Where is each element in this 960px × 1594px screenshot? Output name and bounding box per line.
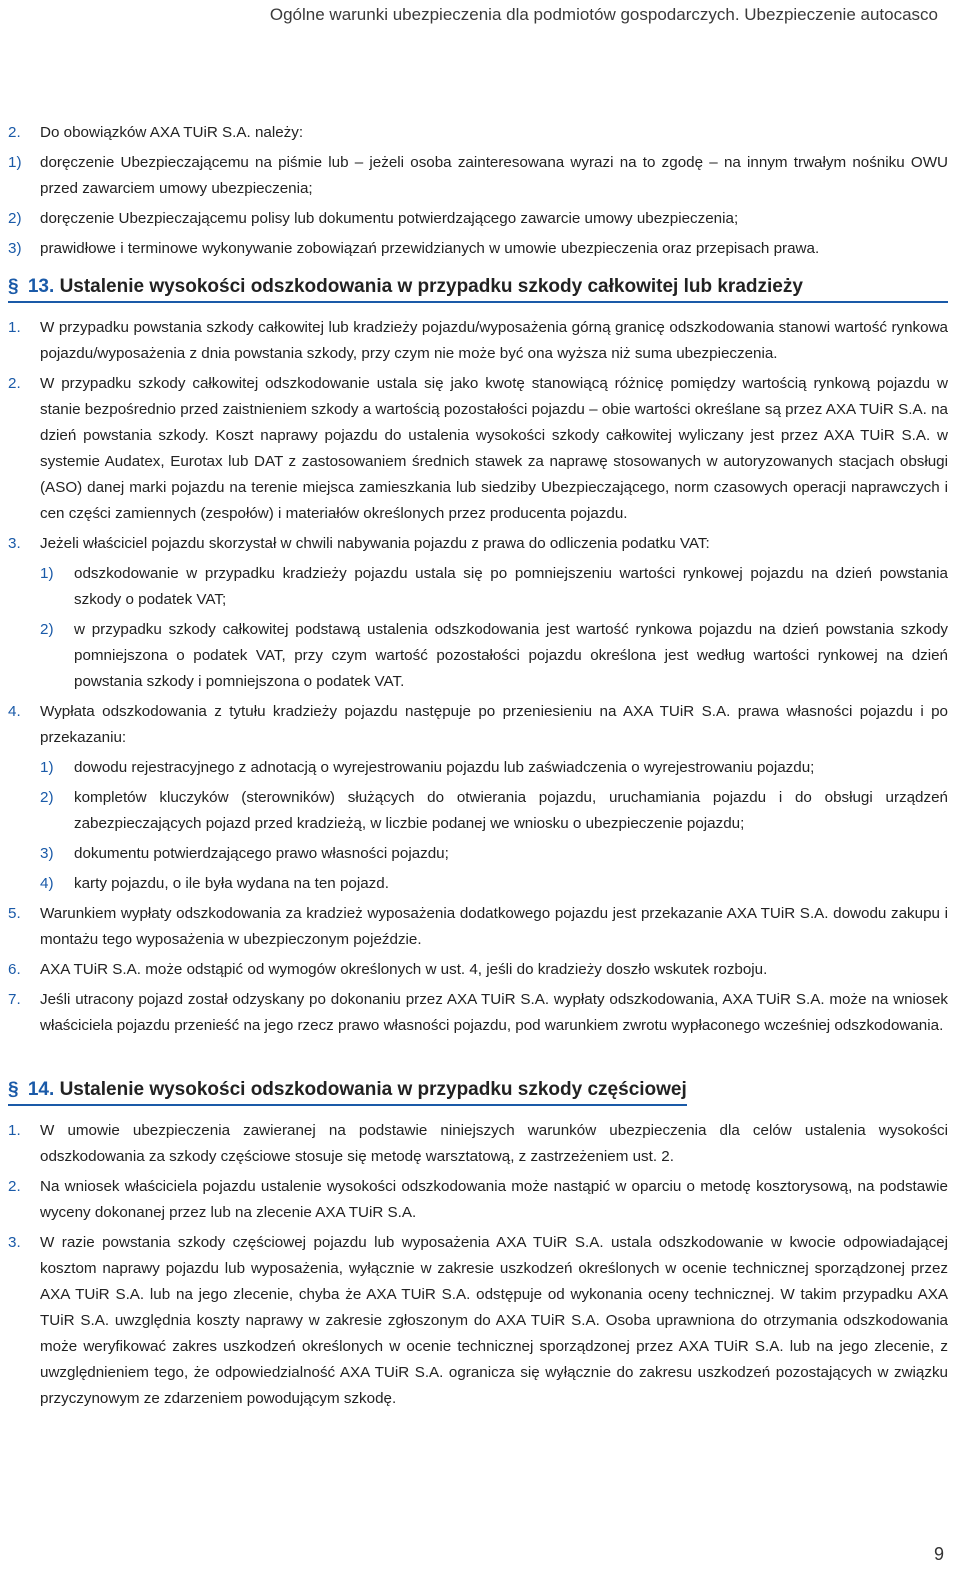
paragraph-text: Do obowiązków AXA TUiR S.A. należy: — [40, 124, 304, 141]
document-body — [8, 120, 948, 1416]
section-13-paragraph-7 — [8, 987, 948, 1039]
section-14-paragraph-2 — [8, 1174, 948, 1226]
paragraph-number: 3. — [8, 1234, 21, 1251]
list-number: 2) — [40, 789, 54, 806]
list-number: 3) — [8, 240, 22, 257]
list-text: w przypadku szkody całkowitej podstawą ustalenia odszkodowania jest wartość rynkowa pojazdu na dzień powstania szkody pomniejszona o podatek VAT, przy czym wartość pozostałości pojazdu określona jest według wartości rynkowej na dzień powstania szkody i pomniejszona o podatek VAT. — [74, 621, 948, 690]
paragraph-text: W umowie ubezpieczenia zawieranej na podstawie niniejszych warunków ubezpieczenia dla celów ustalenia wysokości odszkodowania za szkody częściowe stosuje się metodę warsztatową, z zastrzeżeniem ust. 2. — [40, 1122, 948, 1165]
section-14-paragraph-1 — [8, 1118, 948, 1170]
paragraph-number: 2. — [8, 375, 21, 392]
list-text: prawidłowe i terminowe wykonywanie zobowiązań przewidzianych w umowie ubezpieczenia oraz przepisach prawa. — [40, 240, 820, 257]
list-text: kompletów kluczyków (sterowników) służących do otwierania pojazdu, uruchamiania pojazdu i do obsługi urządzeń zabezpieczających pojazd przed kradzieżą, w liczbie podanej we wniosku o ubezpieczenie pojazdu; — [74, 789, 948, 832]
paragraph-number: 5. — [8, 905, 21, 922]
section-symbol: § — [8, 1079, 19, 1100]
list-text: doręczenie Ubezpieczającemu na piśmie lub – jeżeli osoba zainteresowana wyrazi na to zgodę – na innym trwałym nośniku OWU przed zawarciem umowy ubezpieczenia; — [40, 154, 948, 197]
list-number: 4) — [40, 875, 54, 892]
paragraph-number: 1. — [8, 319, 21, 336]
section-title: Ustalenie wysokości odszkodowania w przypadku szkody częściowej — [59, 1079, 687, 1100]
list-text: dowodu rejestracyjnego z adnotacją o wyrejestrowaniu pojazdu lub zaświadczenia o wyrejestrowaniu pojazdu; — [74, 759, 815, 776]
section-13-paragraph-6 — [8, 957, 948, 983]
list-item — [8, 785, 948, 837]
paragraph-number: 2. — [8, 1178, 21, 1195]
list-item — [8, 841, 948, 867]
list-number: 3) — [40, 845, 54, 862]
paragraph-text: W przypadku powstania szkody całkowitej lub kradzieży pojazdu/wyposażenia górną granicę odszkodowania stanowi wartość rynkowa pojazdu/wyposażenia z dnia powstania szkody, przy czym nie może być ona wyższa niż suma ubezpieczenia. — [40, 319, 948, 362]
section-13-paragraph-1 — [8, 315, 948, 367]
paragraph-text: Wypłata odszkodowania z tytułu kradzieży pojazdu następuje po przeniesieniu na AXA TUiR S.A. prawa własności pojazdu i po przekazaniu: — [40, 703, 948, 746]
list-number: 1) — [8, 154, 22, 171]
paragraph-text: Jeśli utracony pojazd został odzyskany po dokonaniu przez AXA TUiR S.A. wypłaty odszkodowania, AXA TUiR S.A. może na wniosek właściciela pojazdu przenieść na jego rzecz prawo własności pojazdu, pod warunkiem zwrotu wypłaconego wcześniej odszkodowania. — [40, 991, 948, 1034]
list-item — [8, 236, 948, 262]
section-number: 13. — [27, 276, 55, 297]
list-text: karty pojazdu, o ile była wydana na ten pojazd. — [74, 875, 389, 892]
section-number: 14. — [27, 1079, 55, 1100]
paragraph-intro — [8, 120, 948, 146]
list-item — [8, 561, 948, 613]
paragraph-text: W przypadku szkody całkowitej odszkodowanie ustala się jako kwotę stanowiącą różnicę pomiędzy wartością rynkową pojazdu w stanie bezpośrednio przed zaistnieniem szkody a wartością pozostałości pojazdu – obie wartości określane są przez AXA TUiR S.A. na dzień powstania szkody. Koszt naprawy pojazdu do ustalenia wysokości szkody całkowitej wyliczany jest przez AXA TUiR S.A. w systemie Audatex, Eurotax lub DAT z zastosowaniem średnich stawek za naprawę stosowanych w autoryzowanych stacjach obsługi (ASO) danej marki pojazdu na terenie miejsca zamieszkania lub siedziby Ubezpieczającego, norm czasowych operacji naprawczych i cen części zamiennych (zespołów) i materiałów określonych przez producenta pojazdu. — [40, 375, 948, 522]
list-item — [8, 755, 948, 781]
section-symbol: § — [8, 276, 19, 297]
list-number: 2) — [8, 210, 22, 227]
list-number: 1) — [40, 759, 54, 776]
section-13-paragraph-2 — [8, 371, 948, 527]
list-number: 1) — [40, 565, 54, 582]
paragraph-number: 3. — [8, 535, 21, 552]
paragraph-number: 6. — [8, 961, 21, 978]
paragraph-text: Warunkiem wypłaty odszkodowania za kradzież wyposażenia dodatkowego pojazdu jest przekazanie AXA TUiR S.A. dowodu zakupu i montażu tego wyposażenia w ubezpieczonym pojeździe. — [40, 905, 948, 948]
paragraph-text: W razie powstania szkody częściowej pojazdu lub wyposażenia AXA TUiR S.A. ustala odszkodowanie w kwocie odpowiadającej kosztom naprawy pojazdu lub wyposażenia, wyłącznie w zakresie uszkodzeń określonych w ocenie technicznej sporządzonej przez AXA TUiR S.A. lub na jego zlecenie, chyba że AXA TUiR S.A. odstępuje od wykonania oceny technicznej. W takim przypadku AXA TUiR S.A. uwzględnia koszty naprawy w zakresie zgłoszonym do AXA TUiR S.A. Osoba uprawniona do otrzymania odszkodowania może weryfikować zakres uszkodzeń określonych w ocenie technicznej sporządzonej przez AXA TUiR S.A. lub na jego zlecenie, z uwzględnieniem tego, że odpowiedzialność AXA TUiR S.A. ogranicza się wyłącznie do zakresu uszkodzeń pozostających w związku przyczynowym ze zdarzeniem powodującym szkodę. — [40, 1234, 948, 1407]
paragraph-number: 2. — [8, 124, 21, 141]
paragraph-number: 1. — [8, 1122, 21, 1139]
list-item — [8, 206, 948, 232]
paragraph-text: AXA TUiR S.A. może odstąpić od wymogów określonych w ust. 4, jeśli do kradzieży doszło wskutek rozboju. — [40, 961, 768, 978]
paragraph-number: 7. — [8, 991, 21, 1008]
list-item — [8, 617, 948, 695]
section-13-paragraph-3 — [8, 531, 948, 557]
list-text: doręczenie Ubezpieczającemu polisy lub dokumentu potwierdzającego zawarcie umowy ubezpieczenia; — [40, 210, 739, 227]
list-item — [8, 150, 948, 202]
list-number: 2) — [40, 621, 54, 638]
page-header-title: Ogólne warunki ubezpieczenia dla podmiotów gospodarczych. Ubezpieczenie autocasco — [269, 5, 938, 24]
paragraph-number: 4. — [8, 703, 21, 720]
section-title: Ustalenie wysokości odszkodowania w przypadku szkody całkowitej lub kradzieży — [59, 276, 803, 297]
list-text: dokumentu potwierdzającego prawo własności pojazdu; — [74, 845, 449, 862]
paragraph-text: Na wniosek właściciela pojazdu ustalenie wysokości odszkodowania może nastąpić w oparciu o metodę kosztorysową, na podstawie wyceny dokonanej przez lub na zlecenie AXA TUiR S.A. — [40, 1178, 948, 1221]
section-13-paragraph-4 — [8, 699, 948, 751]
paragraph-text: Jeżeli właściciel pojazdu skorzystał w chwili nabywania pojazdu z prawa do odliczenia podatku VAT: — [40, 535, 710, 552]
section-14-paragraph-3 — [8, 1230, 948, 1412]
list-text: odszkodowanie w przypadku kradzieży pojazdu ustala się po pomniejszeniu wartości rynkowej pojazdu na dzień powstania szkody o podatek VAT; — [74, 565, 948, 608]
section-13-heading — [8, 276, 948, 303]
page-number: 9 — [933, 1544, 944, 1564]
list-item — [8, 871, 948, 897]
section-14-heading — [8, 1079, 687, 1106]
section-13-paragraph-5 — [8, 901, 948, 953]
